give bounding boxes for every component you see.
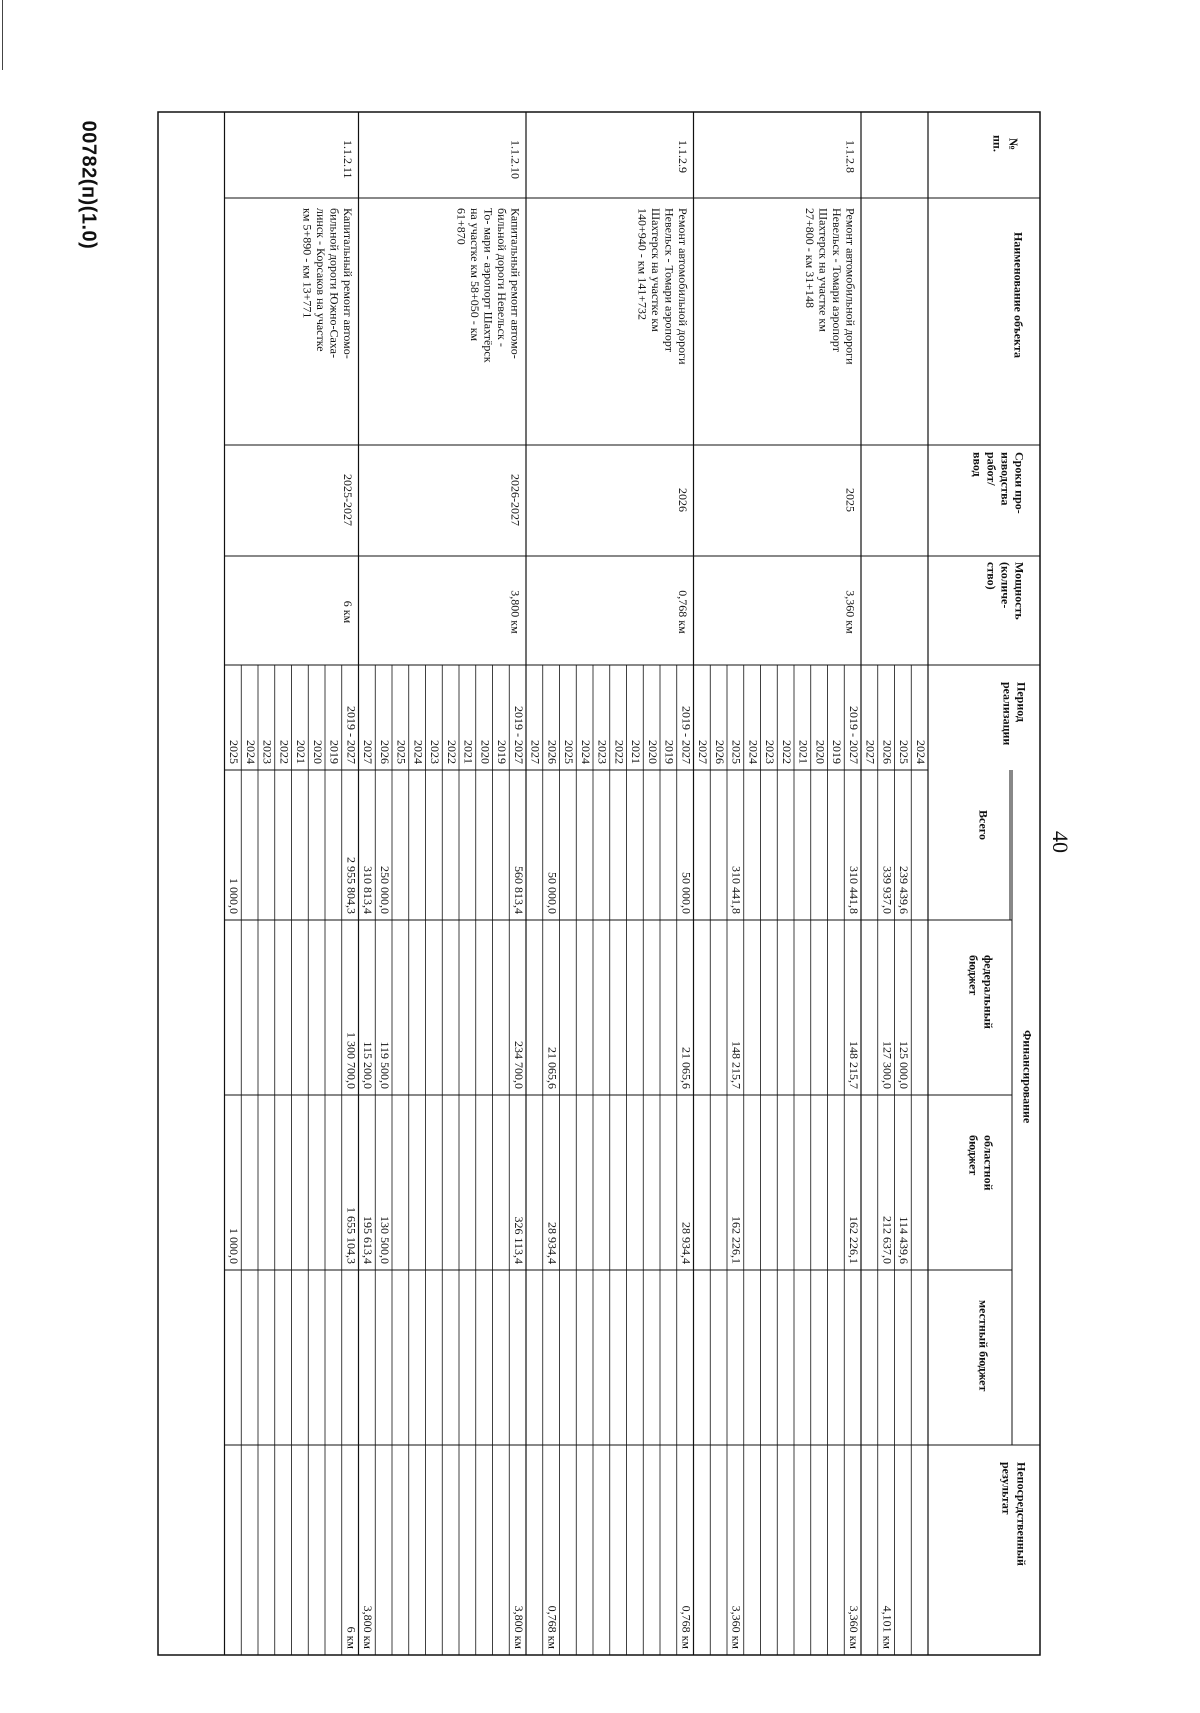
object-1-row-period: 2023 xyxy=(763,740,778,764)
page-number: 40 xyxy=(1048,831,1073,853)
object-name: бильной дороги Невельск - xyxy=(494,208,509,347)
object-name: бильной дороги Южно-Саха- xyxy=(327,208,342,358)
object-name: км 5+890 - км 13+771 xyxy=(300,208,315,319)
object-2-row-regional: 28 934,4 xyxy=(679,1222,694,1264)
object-term: 2025 xyxy=(843,488,858,512)
object-2-row-regional: 28 934,4 xyxy=(545,1222,560,1264)
object-3-row-regional: 195 613,4 xyxy=(361,1216,376,1264)
object-name: Шахтерск на участке км xyxy=(648,208,663,332)
header-capacity: ство) xyxy=(984,562,999,590)
object-num: 1.1.2.9 xyxy=(675,140,690,173)
object-3-row-period: 2019 - 2027 xyxy=(511,706,526,764)
object-3-row-period: 2020 xyxy=(478,740,493,764)
header-name: Наименование объекта xyxy=(1011,232,1026,358)
object-4-row-regional: 1 000,0 xyxy=(227,1228,242,1264)
object-1-row-period: 2021 xyxy=(796,740,811,764)
object-2-row-period: 2020 xyxy=(645,740,660,764)
object-3-row-period: 2027 xyxy=(361,740,376,764)
object-3-row-regional: 130 500,0 xyxy=(377,1216,392,1264)
header-result: результат xyxy=(999,1462,1014,1515)
object-1-row-period: 2024 xyxy=(746,740,761,764)
object-3-row-result: 3,800 км xyxy=(511,1605,526,1649)
object-2-row-period: 2019 - 2027 xyxy=(679,706,694,764)
header-total: Всего xyxy=(976,810,991,840)
header-term: ввод xyxy=(970,452,985,477)
object-2-row-federal: 21 065,6 xyxy=(545,1047,560,1089)
object-1-row-period: 2025 xyxy=(729,740,744,764)
object-3-row-total: 560 813,4 xyxy=(511,866,526,914)
object-2-row-period: 2019 xyxy=(662,740,677,764)
object-3-row-period: 2021 xyxy=(461,740,476,764)
object-4-row-period: 2024 xyxy=(243,740,258,764)
object-2-row-period: 2023 xyxy=(595,740,610,764)
object-2-row-total: 50 000,0 xyxy=(679,872,694,914)
object-capacity: 6 км xyxy=(340,600,355,624)
object-1-row-result: 3,360 км xyxy=(729,1605,744,1649)
object-name: Шахтерск на участке км xyxy=(816,208,831,332)
object-4-row-period: 2022 xyxy=(277,740,292,764)
object-3-row-period: 2019 xyxy=(495,740,510,764)
object-2-row-period: 2022 xyxy=(612,740,627,764)
object-name: То- мари - аэропорт Шахтёрск xyxy=(481,208,496,363)
header-term: Сроки про- xyxy=(1012,452,1027,514)
object-1-row-total: 310 441,8 xyxy=(729,866,744,914)
object-num: 1.1.2.10 xyxy=(508,140,523,179)
header-local: местный бюджет xyxy=(976,1300,991,1392)
object-3-row-period: 2022 xyxy=(444,740,459,764)
prev-row-regional: 212 637,0 xyxy=(880,1216,895,1264)
header-regional: бюджет xyxy=(966,1135,981,1176)
object-4-row-regional: 1 655 104,3 xyxy=(344,1207,359,1264)
object-3-row-period: 2025 xyxy=(394,740,409,764)
header-result: Непосредственный xyxy=(1014,1462,1029,1566)
object-1-row-period: 2019 xyxy=(830,740,845,764)
object-1-row-period: 2019 - 2027 xyxy=(846,706,861,764)
prev-row-period: 2026 xyxy=(880,740,895,764)
object-1-row-result: 3,360 км xyxy=(846,1605,861,1649)
object-3-row-period: 2024 xyxy=(411,740,426,764)
object-capacity: 3,800 км xyxy=(508,590,523,634)
object-4-row-total: 1 000,0 xyxy=(227,878,242,914)
object-4-row-period: 2025 xyxy=(227,740,242,764)
prev-row-federal: 127 300,0 xyxy=(880,1041,895,1089)
object-4-row-period: 2019 - 2027 xyxy=(344,706,359,764)
object-1-row-regional: 162 226,1 xyxy=(846,1216,861,1264)
header-federal: федеральный xyxy=(981,955,996,1029)
object-1-row-period: 2027 xyxy=(696,740,711,764)
object-4-row-total: 2 955 804,3 xyxy=(344,857,359,914)
header-num: пп. xyxy=(990,135,1005,152)
object-term: 2026-2027 xyxy=(508,474,523,526)
object-3-row-federal: 115 200,0 xyxy=(361,1041,376,1089)
object-1-row-total: 310 441,8 xyxy=(846,866,861,914)
object-2-row-result: 0,768 км xyxy=(545,1605,560,1649)
prev-row-regional: 114 439,6 xyxy=(897,1216,912,1264)
object-1-row-federal: 148 215,7 xyxy=(729,1041,744,1089)
object-name: линск - Корсаков на участке xyxy=(313,208,328,352)
prev-row-total: 239 439,6 xyxy=(897,866,912,914)
header-regional: областной xyxy=(981,1135,996,1191)
object-3-row-regional: 326 113,4 xyxy=(511,1216,526,1264)
object-1-row-period: 2026 xyxy=(712,740,727,764)
object-2-row-total: 50 000,0 xyxy=(545,872,560,914)
object-2-row-period: 2027 xyxy=(528,740,543,764)
object-3-row-federal: 119 500,0 xyxy=(377,1041,392,1089)
object-1-row-period: 2020 xyxy=(813,740,828,764)
header-federal: бюджет xyxy=(966,955,981,996)
object-name: Невельск - Томари аэропорт xyxy=(829,208,844,352)
object-1-row-period: 2022 xyxy=(779,740,794,764)
object-term: 2025-2027 xyxy=(340,474,355,526)
object-2-row-period: 2025 xyxy=(562,740,577,764)
prev-row-period: 2025 xyxy=(897,740,912,764)
object-3-row-total: 310 813,4 xyxy=(361,866,376,914)
object-name: Невельск - Томари аэропорт xyxy=(662,208,677,352)
object-2-row-period: 2024 xyxy=(578,740,593,764)
object-name: Ремонт автомобильной дороги xyxy=(675,208,690,365)
object-4-row-period: 2023 xyxy=(260,740,275,764)
object-2-row-period: 2021 xyxy=(629,740,644,764)
header-term: изводства xyxy=(998,452,1013,506)
header-capacity: (количе- xyxy=(998,562,1013,609)
header-period: Период xyxy=(1014,682,1029,722)
object-name: Ремонт автомобильной дороги xyxy=(843,208,858,365)
object-name: 140+940 - км 141+732 xyxy=(635,208,650,320)
object-capacity: 0,768 км xyxy=(675,590,690,634)
object-1-row-federal: 148 215,7 xyxy=(846,1041,861,1089)
object-name: Капитальный ремонт автомо- xyxy=(340,208,355,359)
prev-row-result: 4,101 км xyxy=(880,1605,895,1649)
object-name: 61+870 xyxy=(454,208,469,245)
object-4-row-federal: 1 300 700,0 xyxy=(344,1032,359,1089)
header-period: реализации xyxy=(1000,682,1015,746)
object-num: 1.1.2.8 xyxy=(843,140,858,173)
object-3-row-federal: 234 700,0 xyxy=(511,1041,526,1089)
prev-row-period: 2024 xyxy=(913,740,928,764)
prev-row-period: 2027 xyxy=(863,740,878,764)
header-num: № xyxy=(1006,138,1021,151)
prev-row-federal: 125 000,0 xyxy=(897,1041,912,1089)
object-name: 27+800 - км 31+148 xyxy=(802,208,817,308)
object-4-row-result: 6 км xyxy=(344,1626,359,1649)
object-4-row-period: 2021 xyxy=(294,740,309,764)
object-4-row-period: 2020 xyxy=(310,740,325,764)
header-term: работ/ xyxy=(984,452,999,486)
object-3-row-period: 2023 xyxy=(428,740,443,764)
object-3-row-result: 3,800 км xyxy=(361,1605,376,1649)
object-3-row-period: 2026 xyxy=(377,740,392,764)
object-2-row-period: 2026 xyxy=(545,740,560,764)
object-2-row-federal: 21 065,6 xyxy=(679,1047,694,1089)
object-2-row-result: 0,768 км xyxy=(679,1605,694,1649)
prev-row-total: 339 937,0 xyxy=(880,866,895,914)
header-capacity: Мощность xyxy=(1012,562,1027,620)
object-term: 2026 xyxy=(675,488,690,512)
object-num: 1.1.2.11 xyxy=(340,140,355,179)
header-financing: Финансирование xyxy=(1020,1030,1035,1124)
object-1-row-regional: 162 226,1 xyxy=(729,1216,744,1264)
object-name: Капитальный ремонт автомо- xyxy=(508,208,523,359)
document-code: 00782(п)(1.0) xyxy=(77,120,100,250)
object-3-row-total: 250 000,0 xyxy=(377,866,392,914)
object-capacity: 3,360 км xyxy=(843,590,858,634)
object-4-row-period: 2019 xyxy=(327,740,342,764)
object-name: на участке км 58+050 - км xyxy=(467,208,482,342)
